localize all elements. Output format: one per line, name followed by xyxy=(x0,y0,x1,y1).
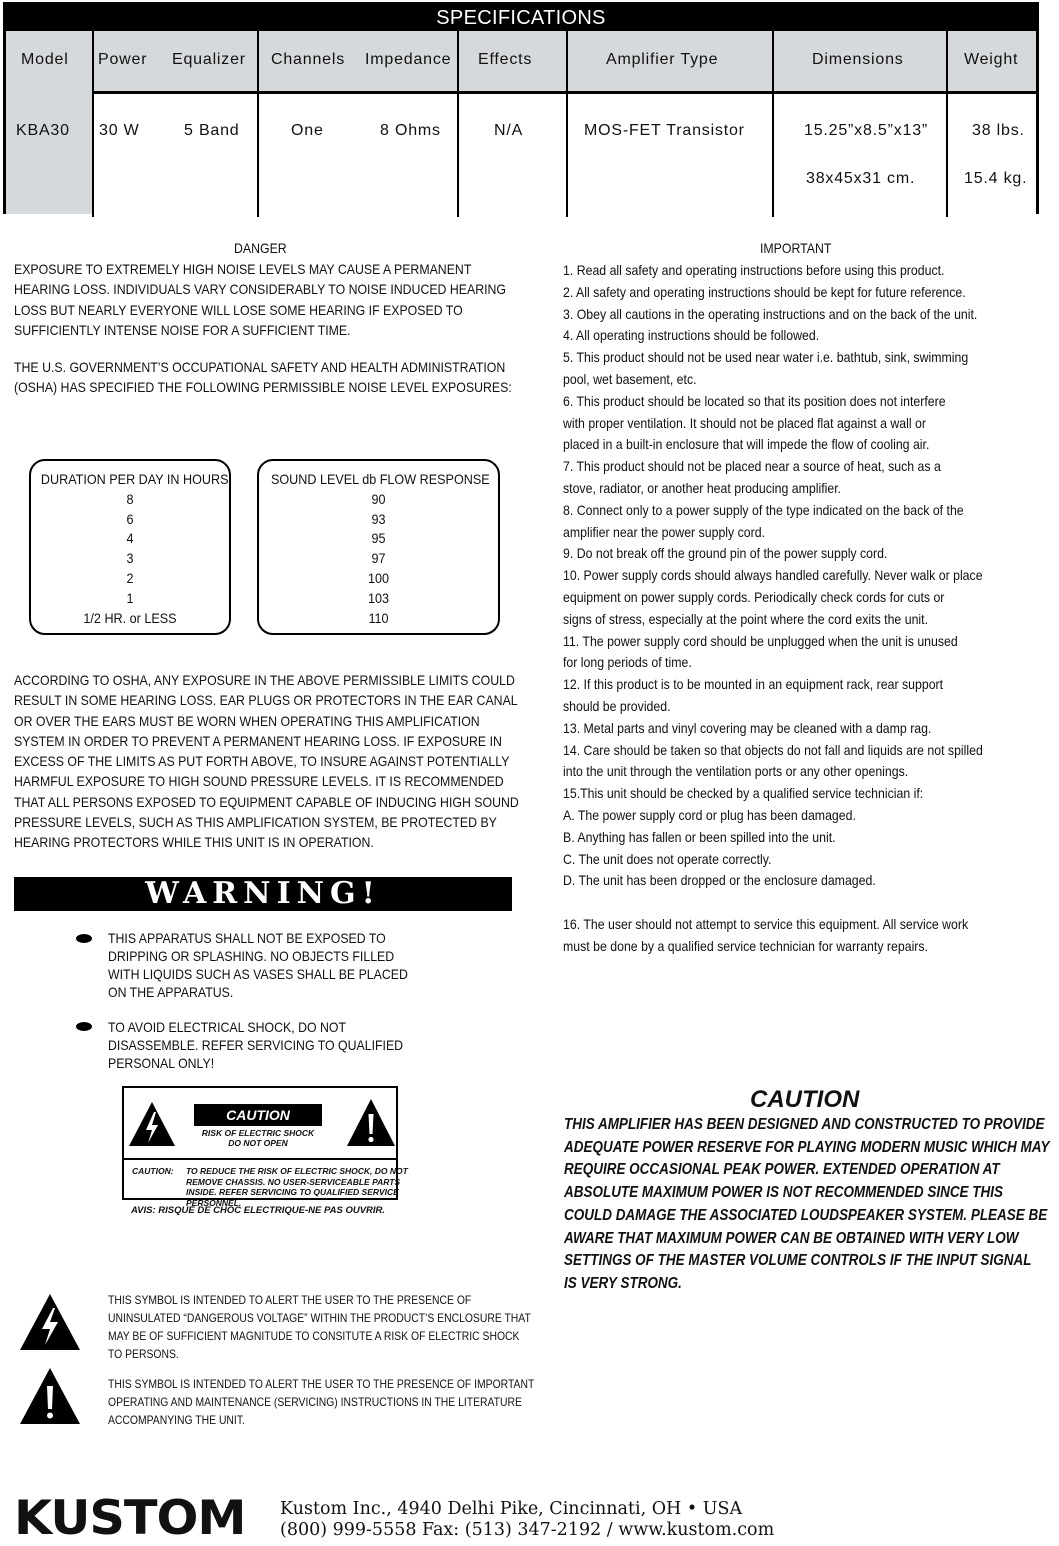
sound-level-item: 95 xyxy=(371,530,386,547)
header-model: Model xyxy=(21,51,69,68)
warning-bullet-2: TO AVOID ELECTRICAL SHOCK, DO NOT DISASSEMBLE. REFER SERVICING TO QUALIFIED PERSONAL ONLY! xyxy=(108,1019,404,1071)
specifications-title: SPECIFICATIONS xyxy=(6,5,1036,31)
exclamation-symbol-icon xyxy=(19,1367,81,1425)
footer-address: Kustom Inc., 4940 Delhi Pike, Cincinnati, OH • USA xyxy=(280,1499,743,1519)
specifications-table xyxy=(3,2,1039,214)
kustom-logo: KUSTOM xyxy=(14,1491,246,1546)
effects-value: N/A xyxy=(494,122,524,139)
sound-level-item: 90 xyxy=(371,490,386,507)
caution-label-prefix: CAUTION: xyxy=(132,1166,174,1176)
header-power: Power xyxy=(98,51,148,68)
duration-item: 8 xyxy=(126,490,134,507)
dimensions-inches-value: 15.25”x8.5”x13” xyxy=(804,122,929,139)
warning-banner: WARNING! xyxy=(14,877,512,911)
weight-kg-value: 15.4 kg. xyxy=(964,170,1028,187)
duration-item: 4 xyxy=(126,530,134,547)
caution-label-text: TO REDUCE THE RISK OF ELECTRIC SHOCK, DO NOT REMOVE CHASSIS. NO USER-SERVICEABLE PARTS INSIDE. REFER SERVICING TO QUALIFIED SERVICE PERSONNEL. xyxy=(186,1166,408,1208)
lightning-warning-icon xyxy=(127,1100,177,1148)
duration-item: 2 xyxy=(126,569,134,586)
important-title: IMPORTANT xyxy=(760,240,832,256)
header-effects: Effects xyxy=(478,51,533,68)
duration-item: 1 xyxy=(126,589,134,606)
sound-level-item: 93 xyxy=(371,510,386,527)
header-weight: Weight xyxy=(964,51,1019,68)
footer-contact: (800) 999-5558 Fax: (513) 347-2192 / www.kustom.com xyxy=(280,1520,775,1540)
exclamation-warning-icon xyxy=(346,1098,396,1148)
impedance-value: 8 Ohms xyxy=(380,122,441,139)
sound-level-box xyxy=(257,459,500,635)
duration-box xyxy=(29,459,231,635)
spec-data-row xyxy=(6,91,1036,217)
bullet-icon xyxy=(76,1022,92,1031)
bullet-icon xyxy=(76,934,92,943)
header-dimensions: Dimensions xyxy=(812,51,904,68)
caution-title: CAUTION xyxy=(750,1086,860,1113)
danger-title: DANGER xyxy=(234,240,287,256)
equalizer-value: 5 Band xyxy=(184,122,240,139)
danger-paragraph-2: THE U.S. GOVERNMENT’S OCCUPATIONAL SAFETY AND HEALTH ADMINISTRATION (OSHA) HAS SPECIFIED THE FOLLOWING PERMISSIBLE NOISE LEVEL EXPOSURES: xyxy=(14,359,512,396)
danger-paragraph-1: EXPOSURE TO EXTREMELY HIGH NOISE LEVELS MAY CAUSE A PERMANENT HEARING LOSS. INDIVIDUALS VARY CONSIDERABLY TO NOISE INDUCED HEARING LOSS BUT NEARLY EVERYONE WILL LOSE SOME HEARING IF EXPOSED TO SUFFICIENTLY INTENSE NOISE FOR A SUFFICIENT TIME. xyxy=(14,261,507,338)
sound-level-item: 100 xyxy=(367,569,390,586)
warning-bullet-1: THIS APPARATUS SHALL NOT BE EXPOSED TO DRIPPING OR SPLASHING. NO OBJECTS FILLED WITH LIQUIDS SUCH AS VASES SHALL BE PLACED ON THE APPARATUS. xyxy=(108,930,408,1000)
weight-lbs-value: 38 lbs. xyxy=(972,122,1025,139)
header-equalizer: Equalizer xyxy=(172,51,246,68)
sound-level-item: 110 xyxy=(368,609,389,626)
duration-item: 6 xyxy=(126,510,134,527)
danger-paragraph-3: ACCORDING TO OSHA, ANY EXPOSURE IN THE ABOVE PERMISSIBLE LIMITS COULD RESULT IN SOME HEARING LOSS. EAR PLUGS OR PROTECTORS IN THE EAR CANAL OR OVER THE EARS MUST BE WORN WHEN OPERATING THIS AMPLIFICATION SYSTEM IN ORDER TO PREVENT A PERMANENT HEARING LOSS. IF EXPOSURE IN EXCESS OF THE LIMITS AS PUT FORTH ABOVE, TO INSURE AGAINST POTENTIALLY HARMFUL EXPOSURE TO HIGH SOUND PRESSURE LEVELS. IT IS RECOMMENDED THAT ALL PERSONS EXPOSED TO EQUIPMENT CAPABLE OF INDUCING HIGH SOUND PRESSURE LEVELS, SUCH AS THIS AMPLIFICATION SYSTEM, BE PROTECTED BY HEARING PROTECTORS WHILE THIS UNIT IS IN OPERATION. xyxy=(14,672,519,851)
sound-level-item: 97 xyxy=(371,550,386,567)
important-list: 1. Read all safety and operating instructions before using this product. 2. All safety and operating instructions should be kept for future reference. 3. Obey all cautions in the operating instructions and on the back of the unit. 4. All operating instructions should be followed. 5. This product should not be used near water i.e. bathtub, sink, swimming pool, wet basement, etc. 6. This product should be located so that its position does not interfere with proper ventilation. It should not be placed flat against a wall or placed in a built-in enclosure that will impede the flow of cooling air. 7. This product should not be placed near a source of heat, such as a stove, radiator, or another heat producing amplifier. 8. Connect only to a power supply of the type indicated on the back of the amplifier near the power supply cord. 9. Do not break off the ground pin of the power supply cord. 10. Power supply cords should always handled carefully. Never walk or place equipment on power supply cords. Periodically check cords for cuts or signs of stress, especially at the point where the cord exits the unit. 11. The power supply cord should be unplugged when the unit is unused for long periods of time. 12. If this product is to be mounted in an equipment rack, rear support should be provided. 13. Metal parts and vinyl covering may be cleaned with a damp rag. 14. Care should be taken so that objects do not fall and liquids are not spilled into the unit through the ventilation ports or any other openings. 15.This unit should be checked by a qualified service technician if: A. The power supply cord or plug has been damaged. B. Anything has fallen or been spilled into the unit. C. The unit does not operate correctly. D. The unit has been dropped or the enclosure damaged. 16. The user should not attempt to service this equipment. All service work must be done by a qualified service technician for warranty repairs. xyxy=(563,262,983,954)
caution-label-title: CAUTION xyxy=(194,1104,322,1126)
caution-label xyxy=(122,1086,408,1208)
header-amplifier-type: Amplifier Type xyxy=(606,51,719,68)
sound-level-item: 103 xyxy=(367,589,390,606)
power-value: 30 W xyxy=(99,122,140,139)
exclamation-symbol-text: THIS SYMBOL IS INTENDED TO ALERT THE USER TO THE PRESENCE OF IMPORTANT OPERATING AND MAINTENANCE (SERVICING) INSTRUCTIONS IN THE LITERATURE ACCOMPANYING THE UNIT. xyxy=(108,1377,535,1427)
duration-item: 3 xyxy=(126,550,134,567)
duration-item: 1/2 HR. or LESS xyxy=(83,609,177,626)
caution-label-risk: RISK OF ELECTRIC SHOCK DO NOT OPEN xyxy=(201,1128,315,1148)
sound-level-header: SOUND LEVEL db FLOW RESPONSE xyxy=(270,471,490,487)
model-value: KBA30 xyxy=(16,122,70,139)
header-channels: Channels xyxy=(271,51,346,68)
lightning-symbol-icon xyxy=(19,1293,81,1351)
dimensions-cm-value: 38x45x31 cm. xyxy=(806,170,916,187)
header-impedance: Impedance xyxy=(365,51,452,68)
amplifier-type-value: MOS-FET Transistor xyxy=(584,122,745,139)
channels-value: One xyxy=(291,122,324,139)
duration-header: DURATION PER DAY IN HOURS xyxy=(40,471,229,487)
voltage-symbol-text: THIS SYMBOL IS INTENDED TO ALERT THE USER TO THE PRESENCE OF UNINSULATED “DANGEROUS VOLTAGE” WITHIN THE PRODUCT’S ENCLOSURE THAT MAY BE OF SUFFICIENT MAGNITUDE TO CONSITUTE A RISK OF ELECTRIC SHOCK TO PERSONS. xyxy=(108,1293,531,1361)
caution-body: THIS AMPLIFIER HAS BEEN DESIGNED AND CONSTRUCTED TO PROVIDE ADEQUATE POWER RESERVE FOR PLAYING MODERN MUSIC WHICH MAY REQUIRE OCCASIONAL PEAK POWER. EXTENDED OPERATION AT ABSOLUTE MAXIMUM POWER IS NOT RECOMMENDED SINCE THIS COULD DAMAGE THE ASSOCIATED LOUDSPEAKER SYSTEM. PLEASE BE AWARE THAT MAXIMUM POWER CAN BE OBTAINED WITH VERY LOW SETTINGS OF THE MASTER VOLUME CONTROLS IF THE INPUT SIGNAL IS VERY STRONG. xyxy=(564,1116,1050,1292)
avis-text: AVIS: RISQUE DE CHOC ELECTRIQUE-NE PAS OUVRIR. xyxy=(131,1205,386,1216)
